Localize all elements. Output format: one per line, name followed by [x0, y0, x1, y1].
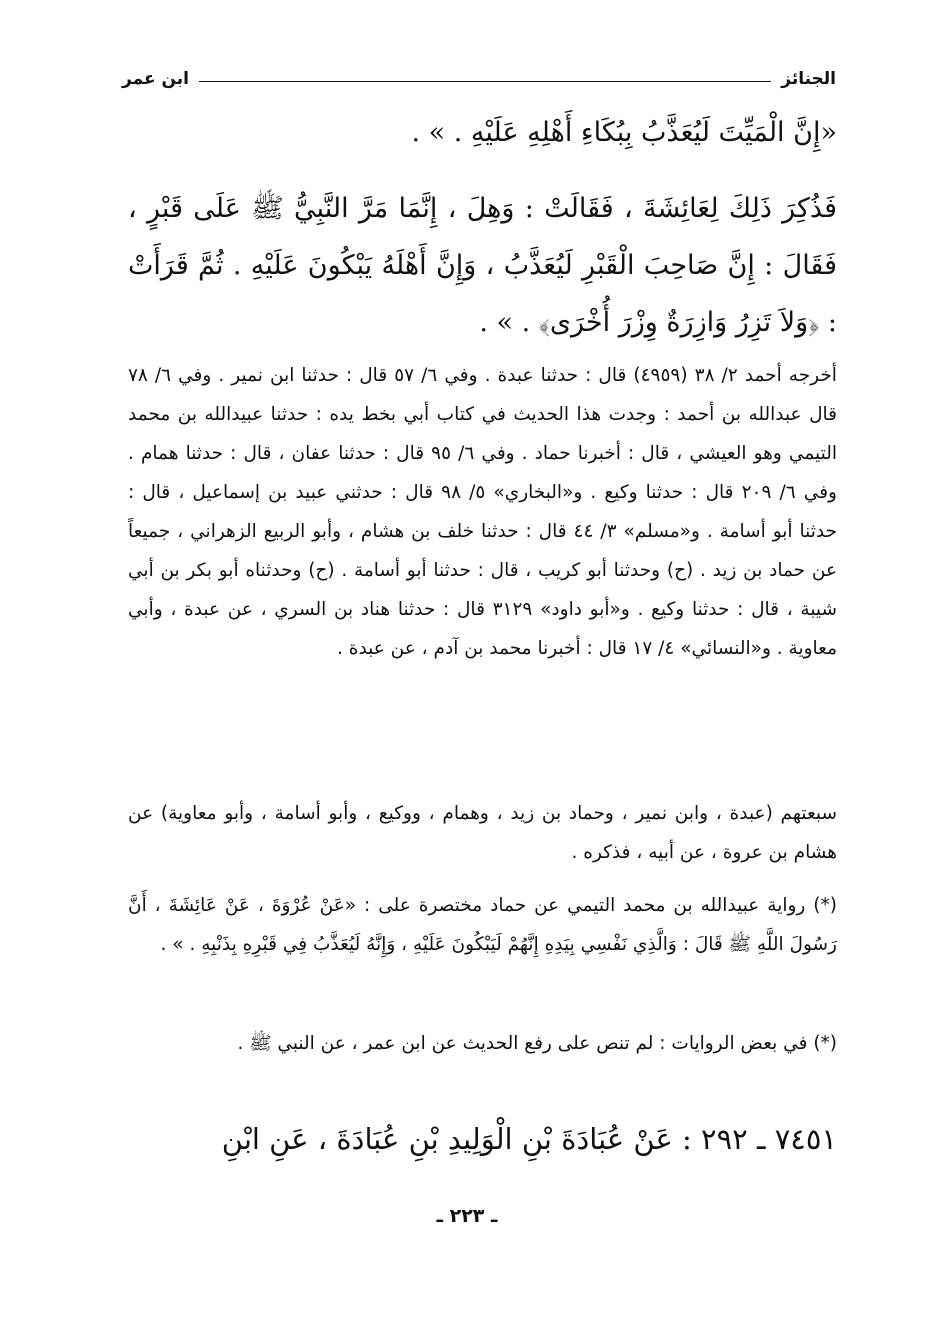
hadith-paragraph: فَذُكِرَ ذَلِكَ لِعَائِشَةَ ، فَقَالَتْ : وَهِلَ ، إِنَّمَا مَرَّ النَّبِيُّ ﷺ عَلَى قَبْرٍ ، فَقَالَ : إِنَّ صَاحِبَ الْقَبْرِ لَيُعَذَّبُ ، وَإِنَّ أَهْلَهُ يَبْكُونَ عَلَيْهِ . ثُمَّ قَرَأَتْ : ﴿وَلاَ تَزِرُ وَازِرَةٌ وِزْرَ أُخْرَى﴾ . » . [128, 193, 837, 338]
footnote-two: (*) في بعض الروايات : لم تنص على رفع الحديث عن ابن عمر ، عن النبي ﷺ . [237, 1033, 837, 1054]
section-title: الجنائز [781, 69, 836, 89]
summary-paragraph: سبعتهم (عبدة ، وابن نمير ، وحماد بن زيد ، وهمام ، ووكيع ، وأبو أسامة ، وأبو معاوية) عن هشام بن عروة ، عن أبيه ، فذكره . [128, 803, 837, 863]
page-number: ـ ٢٢٣ ـ [436, 1205, 498, 1227]
hadith-opening-line: «إِنَّ الْمَيِّتَ لَيُعَذَّبُ بِبُكَاءِ أَهْلِهِ عَلَيْهِ . » . [411, 117, 837, 148]
footnote-one: (*) رواية عبيدالله بن محمد التيمي عن حماد مختصرة على : «عَنْ عُرْوَةَ ، عَنْ عَائِشَةَ ، أَنَّ رَسُولَ اللَّهِ ﷺ قَالَ : وَالَّذِي نَفْسِي بِيَدِهِ إِنَّهُمْ لَيَبْكُونَ عَلَيْهِ ، وَإِنَّهُ لَيُعَذَّبُ فِي قَبْرِهِ بِذَنْبِهِ . » . [128, 895, 837, 955]
running-header [122, 64, 836, 94]
takhrij-paragraph: أخرجه أحمد ٢/ ٣٨ (٤٩٥٩) قال : حدثنا عبدة . وفي ٦/ ٥٧ قال : حدثنا ابن نمير . وفي ٦/ ٧٨ قال عبدالله بن أحمد : وجدت هذا الحديث في كتاب أبي بخط يده : حدثنا عبيدالله بن محمد التيمي وهو العيشي ، قال : أخبرنا حماد . وفي ٦/ ٩٥ قال : حدثنا عفان ، قال : حدثنا همام . وفي ٦/ ٢٠٩ قال : حدثنا وكيع . و«البخاري» ٥/ ٩٨ قال : حدثني عبيد بن إسماعيل ، قال : حدثنا أبو أسامة . و«مسلم» ٣/ ٤٤ قال : حدثنا خلف بن هشام ، وأبو الربيع الزهراني ، جميعاً عن حماد بن زيد . (ح) وحدثنا أبو كريب ، قال : حدثنا أبو أسامة . (ح) وحدثناه أبو بكر بن أبي شيبة ، قال : حدثنا وكيع . و«أبو داود» ٣١٢٩ قال : حدثنا هناد بن السري ، عن عبدة ، وأبي معاوية . و«النسائي» ٤/ ١٧ قال : أخبرنا محمد بن آدم ، عن عبدة . [128, 365, 838, 659]
narrator-title: ابن عمر [122, 69, 190, 89]
next-hadith-heading: ٧٤٥١ ـ ٢٩٢ : عَنْ عُبَادَةَ بْنِ الْوَلِيدِ بْنِ عُبَادَةَ ، عَنِ ابْنِ [221, 1122, 837, 1156]
header-rule [199, 81, 771, 82]
